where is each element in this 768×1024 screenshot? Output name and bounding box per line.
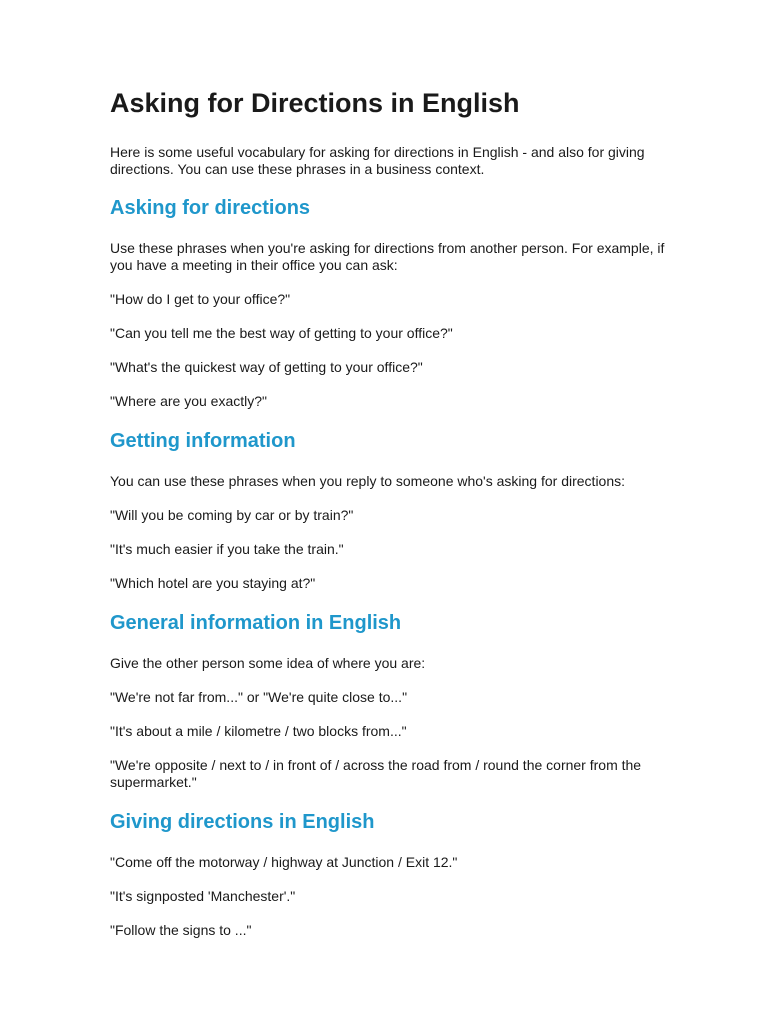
document-page [110, 86, 670, 956]
example-phrase: "Will you be coming by car or by train?" [110, 507, 354, 523]
section-giving-directions [110, 809, 670, 939]
example-phrase: "It's about a mile / kilometre / two blocks from..." [110, 723, 407, 739]
example-phrase: "What's the quickest way of getting to your office?" [110, 359, 423, 375]
example-phrase: "We're not far from..." or "We're quite close to..." [110, 689, 408, 705]
section-getting-information [110, 428, 670, 592]
section-paragraph: Use these phrases when you're asking for directions from another person. For example, if you have a meeting in their office you can ask: [110, 240, 665, 273]
section-asking-for-directions [110, 195, 670, 410]
section-paragraph: Give the other person some idea of where you are: [110, 655, 426, 671]
section-general-information [110, 610, 670, 791]
example-phrase: "Where are you exactly?" [110, 393, 268, 409]
example-phrase: "It's much easier if you take the train." [110, 541, 344, 557]
intro-paragraph: Here is some useful vocabulary for asking for directions in English - and also for giving directions. You can use these phrases in a business context. [110, 144, 645, 177]
example-phrase: "We're opposite / next to / in front of / across the road from / round the corner from the supermarket." [110, 757, 642, 790]
example-phrase: "Which hotel are you staying at?" [110, 575, 316, 591]
section-heading: Getting information [110, 430, 296, 452]
example-phrase: "Follow the signs to ..." [110, 922, 252, 938]
document-title: Asking for Directions in English [110, 88, 520, 118]
section-heading: Giving directions in English [110, 811, 375, 833]
example-phrase: "It's signposted 'Manchester'." [110, 888, 296, 904]
example-phrase: "Can you tell me the best way of getting to your office?" [110, 325, 453, 341]
section-heading: General information in English [110, 612, 402, 634]
example-phrase: "Come off the motorway / highway at Junction / Exit 12." [110, 854, 458, 870]
section-heading: Asking for directions [110, 197, 311, 219]
example-phrase: "How do I get to your office?" [110, 291, 291, 307]
section-paragraph: You can use these phrases when you reply to someone who's asking for directions: [110, 473, 626, 489]
